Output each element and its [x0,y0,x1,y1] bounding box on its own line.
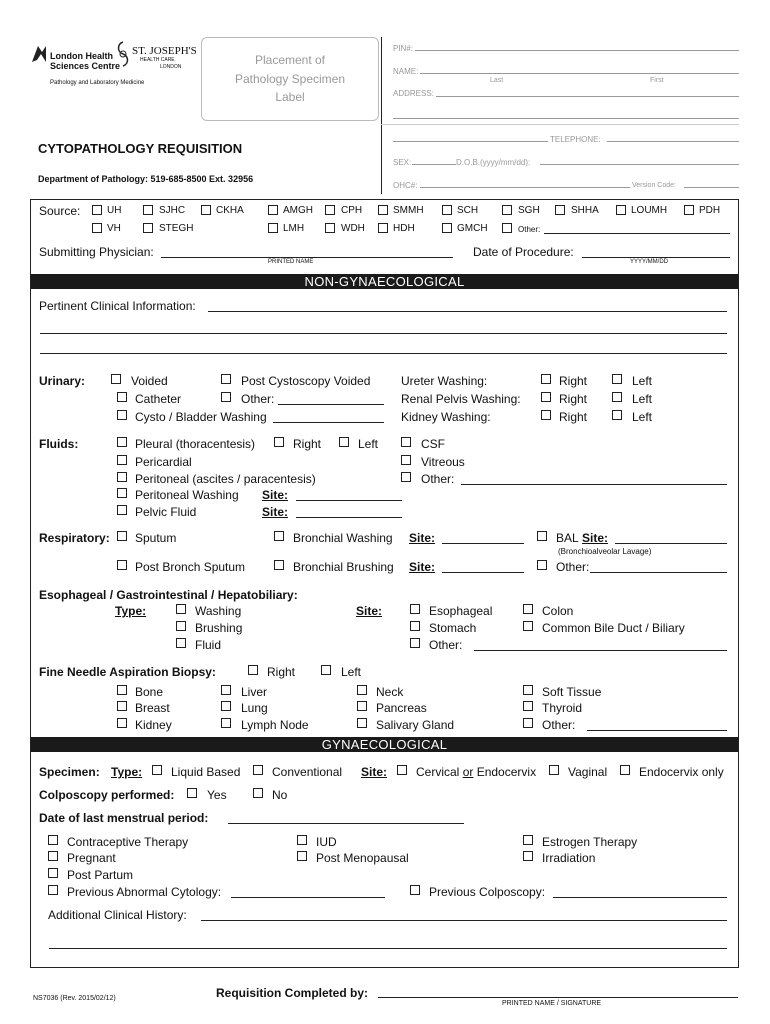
fluids-pelvic-label: Pelvic Fluid [135,505,197,519]
gi-stomach-checkbox[interactable] [410,621,420,631]
bronch-washing-site-field[interactable] [442,543,524,544]
fluids-pericardial-checkbox[interactable] [117,455,127,465]
fna-other-field[interactable] [587,730,727,731]
version-label: Version Code: [632,182,676,189]
source-sgh-label: SGH [518,205,540,216]
lhsc-name-line1: London Health [50,51,113,61]
fna-lung-checkbox[interactable] [221,701,231,711]
kidney-left-checkbox[interactable] [612,410,622,420]
source-sch-label: SCH [457,205,479,216]
gyn-conventional-label: Conventional [272,765,343,779]
fna-neck-checkbox[interactable] [357,685,367,695]
source-sjhc-label: SJHC [159,205,186,216]
physician-label: Submitting Physician: [39,245,154,259]
gyn-irradiation-checkbox[interactable] [523,851,533,861]
source-wdh-checkbox[interactable] [325,223,335,233]
lmp-field[interactable] [228,823,464,824]
bronch-brushing-site-field[interactable] [442,572,524,573]
address-field-2[interactable] [393,118,739,119]
gi-other-field[interactable] [474,650,727,651]
fluids-pleural-label: Pleural (thoracentesis) [135,437,256,451]
renal-right-label: Right [559,392,588,406]
ohc-field[interactable] [420,187,630,188]
fna-breast-label: Breast [135,701,170,715]
resp-bronch-brushing-label: Bronchial Brushing [293,560,394,574]
telephone-field[interactable] [607,141,739,142]
gyn-pregnant-checkbox[interactable] [48,851,58,861]
renal-pelvis-label: Renal Pelvis Washing: [401,392,521,406]
fna-thyroid-label: Thyroid [542,701,583,715]
resp-sputum-checkbox[interactable] [117,531,127,541]
lhsc-name-line2: Sciences Centre [50,61,121,71]
address-field-3[interactable] [393,141,548,142]
source-uh-checkbox[interactable] [92,205,102,215]
resp-bal-checkbox[interactable] [537,531,547,541]
gi-washing-label: Washing [195,604,242,618]
gyn-liquid-checkbox[interactable] [152,765,162,775]
fluids-peritoneal-label: Peritoneal (ascites / paracentesis) [135,472,316,486]
gyn-cervical-checkbox[interactable] [397,765,407,775]
source-vh-checkbox[interactable] [92,223,102,233]
fluids-other-field[interactable] [461,484,727,485]
pleural-left-checkbox[interactable] [339,437,349,447]
fna-right-label: Right [267,665,296,679]
lmp-label: Date of last menstrual period: [39,811,209,825]
urinary-post-cysto-checkbox[interactable] [221,374,231,384]
source-loumh-checkbox[interactable] [616,205,626,215]
gyn-vaginal-label: Vaginal [568,765,608,779]
source-hdh-checkbox[interactable] [378,223,388,233]
gyn-site-label: Site: [361,765,388,779]
gyn-contraceptive-checkbox[interactable] [48,835,58,845]
gi-washing-checkbox[interactable] [176,604,186,614]
dob-field[interactable] [540,164,739,165]
source-hdh-label: HDH [393,223,415,234]
urinary-other-label: Other: [241,392,275,406]
clinical-info-field-3[interactable] [40,353,727,354]
kidney-right-checkbox[interactable] [541,410,551,420]
gi-cbd-label: Common Bile Duct / Biliary [542,621,685,635]
gi-esophageal-label: Esophageal [429,604,493,618]
source-vh-label: VH [107,223,121,234]
gyn-pregnant-label: Pregnant [67,851,116,865]
gyn-iud-checkbox[interactable] [297,835,307,845]
source-amgh-checkbox[interactable] [268,205,278,215]
fluids-vitreous-label: Vitreous [421,455,465,469]
label-box-line2: Pathology Specimen [234,72,346,86]
bronch-brushing-site-label: Site: [409,560,436,574]
address-label: ADDRESS: [393,89,434,98]
gyn-prev-abnormal-label: Previous Abnormal Cytology: [67,885,222,899]
resp-bronch-washing-label: Bronchial Washing [293,531,393,545]
urinary-voided-label: Voided [131,374,168,388]
fna-left-label: Left [341,665,362,679]
fna-bone-label: Bone [135,685,164,699]
fna-lymph-checkbox[interactable] [221,718,231,728]
non-gynaecological-header: NON-GYNAECOLOGICAL [31,274,738,289]
kidney-right-label: Right [559,410,588,424]
fna-kidney-checkbox[interactable] [117,718,127,728]
fna-lymph-label: Lymph Node [241,718,309,732]
fna-liver-checkbox[interactable] [221,685,231,695]
gi-esophageal-checkbox[interactable] [410,604,420,614]
colposcopy-no-checkbox[interactable] [253,788,263,798]
ohc-label: OHC#: [393,181,418,190]
gyn-cervical-label: Cervical [416,765,460,779]
renal-left-checkbox[interactable] [612,392,622,402]
department-contact: Department of Pathology: 519-685-8500 Ext. 32956 [38,174,254,184]
fluids-csf-checkbox[interactable] [401,437,411,447]
colposcopy-no-label: No [272,788,288,802]
urinary-label: Urinary: [39,374,86,388]
gyn-prev-abnormal-field[interactable] [231,897,385,898]
name-first-hint: First [650,77,664,84]
additional-history-field-2[interactable] [49,948,727,949]
gyn-vaginal-checkbox[interactable] [549,765,559,775]
gyn-cervical-group [416,765,536,779]
resp-bronch-brushing-checkbox[interactable] [274,560,284,570]
gyn-prev-colpo-field[interactable] [553,897,727,898]
fluids-peritoneal-washing-label: Peritoneal Washing [135,488,239,502]
gi-brushing-label: Brushing [195,621,243,635]
urinary-catheter-label: Catheter [135,392,182,406]
fna-other-label: Other: [542,718,576,732]
resp-other-label: Other: [556,560,590,574]
gyn-liquid-label: Liquid Based [171,765,241,779]
source-cph-label: CPH [341,205,363,216]
urinary-other-field[interactable] [278,404,384,405]
gyn-contraceptive-label: Contraceptive Therapy [67,835,189,849]
sjhc-name: ST. JOSEPH'S [132,45,197,57]
peritoneal-site-field[interactable] [296,500,402,501]
kidney-washing-label: Kidney Washing: [401,410,491,424]
fluids-pelvic-checkbox[interactable] [117,505,127,515]
fna-label: Fine Needle Aspiration Biopsy: [39,665,216,679]
gyn-postpartum-checkbox[interactable] [48,868,58,878]
gyn-endocervix-only-checkbox[interactable] [620,765,630,775]
ureter-right-label: Right [559,374,588,388]
gi-other-checkbox[interactable] [410,638,420,648]
pelvic-site-field[interactable] [296,517,402,518]
name-label: NAME: [393,67,419,76]
physician-name-field[interactable] [161,257,453,258]
colposcopy-yes-label: Yes [207,788,227,802]
gi-colon-label: Colon [542,604,574,618]
gyn-postmeno-checkbox[interactable] [297,851,307,861]
urinary-post-cysto-label: Post Cystoscopy Voided [241,374,371,388]
source-wdh-label: WDH [341,223,365,234]
lhsc-subtitle: Pathology and Laboratory Medicine [50,80,145,86]
patient-block-divider-h [381,124,739,125]
gi-type-label: Type: [115,604,147,618]
source-other-label: Other: [518,225,541,234]
sex-field[interactable] [412,164,456,165]
fluids-peritoneal-checkbox[interactable] [117,472,127,482]
sjhc-sub1: HEALTH CARE [140,57,175,63]
source-sch-checkbox[interactable] [442,205,452,215]
fna-pancreas-checkbox[interactable] [357,701,367,711]
urinary-other-checkbox[interactable] [221,392,231,402]
resp-bal-label: BAL [556,531,579,545]
gyn-postpartum-label: Post Partum [67,868,134,882]
gi-label: Esophageal / Gastrointestinal / Hepatobiliary: [39,588,298,602]
label-box-line1: Placement of [254,53,326,67]
source-uh-label: UH [107,205,122,216]
gyn-endocervix-only-label: Endocervix only [639,765,724,779]
procedure-date-field[interactable] [582,257,730,258]
bal-site-label: Site: [582,531,609,545]
completed-by-field[interactable] [378,997,738,998]
source-smmh-label: SMMH [393,205,424,216]
kidney-left-label: Left [632,410,653,424]
pin-field[interactable] [415,50,739,51]
fna-pancreas-label: Pancreas [376,701,427,715]
respiratory-label: Respiratory: [39,531,110,545]
address-field[interactable] [436,96,739,97]
fna-liver-label: Liver [241,685,268,699]
fna-other-checkbox[interactable] [523,718,533,728]
source-pdh-label: PDH [699,205,721,216]
gyn-estrogen-label: Estrogen Therapy [542,835,638,849]
gyn-irradiation-label: Irradiation [542,851,596,865]
gyn-type-label: Type: [111,765,143,779]
clinical-info-field-1[interactable] [208,311,727,312]
fna-lung-label: Lung [241,701,268,715]
peritoneal-site-label: Site: [262,488,289,502]
physician-name-hint: PRINTED NAME [268,259,314,265]
sjhc-logo-icon [114,40,132,68]
clinical-info-field-2[interactable] [40,333,727,334]
gyn-iud-label: IUD [316,835,337,849]
resp-other-field[interactable] [590,572,727,573]
urinary-cysto-bladder-label: Cysto / Bladder Washing [135,410,267,424]
gi-stomach-label: Stomach [429,621,477,635]
pleural-right-label: Right [293,437,322,451]
fna-breast-checkbox[interactable] [117,701,127,711]
gyn-prev-abnormal-checkbox[interactable] [48,885,58,895]
gynaecological-header: GYNAECOLOGICAL [31,737,738,752]
source-stegh-checkbox[interactable] [143,223,153,233]
source-ckha-label: CKHA [216,205,244,216]
sjhc-sub2: LONDON [160,64,182,70]
pleural-left-label: Left [358,437,379,451]
source-label: Source: [39,204,81,218]
source-lmh-label: LMH [283,223,305,234]
source-stegh-label: STEGH [159,223,194,234]
source-other-checkbox[interactable] [502,223,512,233]
source-other-field[interactable] [544,233,730,234]
bal-subtitle: (Bronchioalveolar Lavage) [558,547,652,556]
gyn-prev-colpo-checkbox[interactable] [410,885,420,895]
gyn-prev-colpo-label: Previous Colposcopy: [429,885,546,899]
sex-label: SEX: [393,158,412,167]
renal-left-label: Left [632,392,653,406]
ureter-left-checkbox[interactable] [612,374,622,384]
fna-left-checkbox[interactable] [321,665,331,675]
gyn-or-label: or [462,765,474,779]
name-field[interactable] [420,73,739,74]
pleural-right-checkbox[interactable] [274,437,284,447]
resp-bronch-washing-checkbox[interactable] [274,531,284,541]
source-smmh-checkbox[interactable] [378,205,388,215]
source-shha-label: SHHA [571,205,599,216]
bronch-washing-site-label: Site: [409,531,436,545]
fna-right-checkbox[interactable] [248,665,258,675]
source-loumh-label: LOUMH [631,205,668,216]
clinical-info-label: Pertinent Clinical Information: [39,299,196,313]
ureter-washing-label: Ureter Washing: [401,374,488,388]
colposcopy-yes-checkbox[interactable] [187,788,197,798]
source-amgh-label: AMGH [283,205,313,216]
telephone-label: TELEPHONE: [550,135,601,144]
gi-site-label: Site: [356,604,383,618]
renal-right-checkbox[interactable] [541,392,551,402]
resp-post-bronch-checkbox[interactable] [117,560,127,570]
gi-fluid-checkbox[interactable] [176,638,186,648]
urinary-voided-checkbox[interactable] [111,374,121,384]
name-last-hint: Last [490,77,504,84]
source-lmh-checkbox[interactable] [268,223,278,233]
additional-history-field-1[interactable] [201,920,727,921]
patient-block-divider [381,37,382,194]
fna-soft-tissue-checkbox[interactable] [523,685,533,695]
source-pdh-checkbox[interactable] [684,205,694,215]
colposcopy-label: Colposcopy performed: [39,788,175,802]
fluids-pleural-checkbox[interactable] [117,437,127,447]
fna-salivary-checkbox[interactable] [357,718,367,728]
gyn-conventional-checkbox[interactable] [253,765,263,775]
source-sjhc-checkbox[interactable] [143,205,153,215]
gyn-specimen-label: Specimen: [39,765,100,779]
fluids-other-checkbox[interactable] [401,472,411,482]
fna-salivary-label: Salivary Gland [376,718,455,732]
source-gmch-checkbox[interactable] [442,223,452,233]
pelvic-site-label: Site: [262,505,289,519]
fluids-csf-label: CSF [421,437,445,451]
resp-sputum-label: Sputum [135,531,177,545]
procedure-date-label: Date of Procedure: [473,245,574,259]
ureter-right-checkbox[interactable] [541,374,551,384]
gi-brushing-checkbox[interactable] [176,621,186,631]
urinary-cysto-bladder-checkbox[interactable] [117,410,127,420]
bal-site-field[interactable] [615,543,727,544]
gyn-estrogen-checkbox[interactable] [523,835,533,845]
fluids-other-label: Other: [421,472,455,486]
form-number: NS7036 (Rev. 2015/02/12) [33,995,116,1002]
fluids-pericardial-label: Pericardial [135,455,192,469]
fluids-label: Fluids: [39,437,79,451]
resp-post-bronch-label: Post Bronch Sputum [135,560,246,574]
resp-other-checkbox[interactable] [537,560,547,570]
lhsc-logo-icon [30,44,48,64]
source-ckha-checkbox[interactable] [201,205,211,215]
source-gmch-label: GMCH [457,223,488,234]
form-title: CYTOPATHOLOGY REQUISITION [38,141,243,156]
fna-neck-label: Neck [376,685,404,699]
source-shha-checkbox[interactable] [555,205,565,215]
gi-colon-checkbox[interactable] [523,604,533,614]
urinary-catheter-checkbox[interactable] [117,392,127,402]
source-cph-checkbox[interactable] [325,205,335,215]
fluids-vitreous-checkbox[interactable] [401,455,411,465]
pin-label: PIN#: [393,44,414,53]
gyn-endocervix-label: Endocervix [476,765,537,779]
completed-by-label: Requisition Completed by: [216,986,369,1000]
dob-label: D.O.B.(yyyy/mm/dd): [456,158,531,167]
procedure-date-hint: YYYY/MM/DD [630,259,669,265]
gi-cbd-checkbox[interactable] [523,621,533,631]
urinary-cysto-bladder-field[interactable] [273,422,384,423]
fna-bone-checkbox[interactable] [117,685,127,695]
gi-other-label: Other: [429,638,463,652]
source-sgh-checkbox[interactable] [502,205,512,215]
gi-fluid-label: Fluid [195,638,222,652]
completed-by-hint: PRINTED NAME / SIGNATURE [502,1000,602,1007]
fna-soft-tissue-label: Soft Tissue [542,685,602,699]
fna-thyroid-checkbox[interactable] [523,701,533,711]
additional-history-label: Additional Clinical History: [48,908,187,922]
gyn-postmeno-label: Post Menopausal [316,851,409,865]
fna-kidney-label: Kidney [135,718,172,732]
ureter-left-label: Left [632,374,653,388]
fluids-peritoneal-washing-checkbox[interactable] [117,488,127,498]
label-box-line3: Label [275,90,305,104]
version-field[interactable] [684,187,739,188]
